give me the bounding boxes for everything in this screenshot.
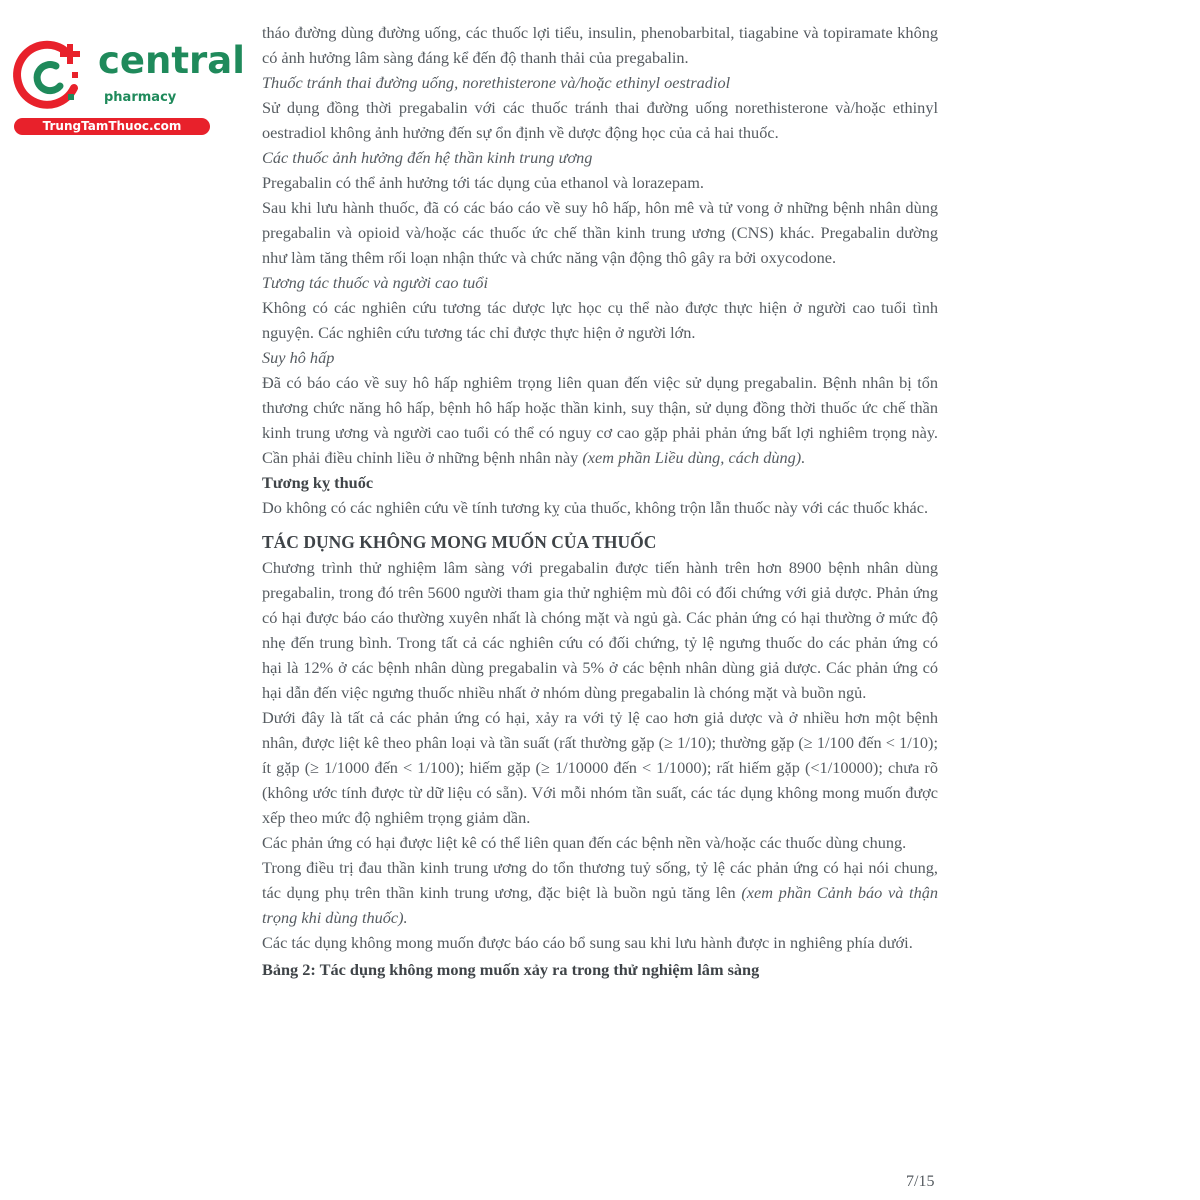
paragraph: tháo đường dùng đường uống, các thuốc lợi tiểu, insulin, phenobarbital, tiagabine và topiramate không có ảnh hưởng lâm sàng đáng kể đến độ thanh thải của pregabalin.	[262, 23, 938, 67]
document-body	[262, 20, 938, 982]
cross-reference: (xem phần Liều dùng, cách dùng).	[582, 448, 806, 467]
paragraph	[262, 370, 938, 470]
subheading-cns-drugs: Các thuốc ảnh hưởng đến hệ thần kinh trung ương	[262, 148, 593, 167]
section-heading-adverse-effects: TÁC DỤNG KHÔNG MONG MUỐN CỦA THUỐC	[262, 532, 657, 552]
pharmacy-cross-icon	[12, 36, 92, 116]
paragraph: Do không có các nghiên cứu về tính tương kỵ của thuốc, không trộn lẫn thuốc này với các thuốc khác.	[262, 498, 929, 517]
page-number: 7/15	[906, 1173, 935, 1190]
logo-url-badge[interactable]: TrungTamThuoc.com	[14, 118, 210, 135]
paragraph: Sau khi lưu hành thuốc, đã có các báo cáo về suy hô hấp, hôn mê và tử vong ở những bệnh nhân dùng pregabalin và opioid và/hoặc các thuốc ức chế thần kinh trung ương (CNS) khác. Pregabalin dường như làm tăng thêm rối loạn nhận thức và chức năng vận động thô gây ra bởi oxycodone.	[262, 198, 938, 267]
subheading-respiratory: Suy hô hấp	[262, 348, 335, 367]
cross-reference: (xem phần Cảnh báo và thận trọng khi dùng thuốc).	[262, 883, 938, 927]
paragraph: Chương trình thử nghiệm lâm sàng với pregabalin được tiến hành trên hơn 8900 bệnh nhân dùng pregabalin, trong đó trên 5600 người tham gia thử nghiệm mù đôi có đối chứng với giả dược. Phản ứng có hại được báo cáo thường xuyên nhất là chóng mặt và ngủ gà. Các phản ứng có hại thường ở mức độ nhẹ đến trung bình. Trong tất cả các nghiên cứu có đối chứng, tỷ lệ ngưng thuốc do các phản ứng có hại là 12% ở các bệnh nhân dùng pregabalin và 5% ở các bệnh nhân dùng giả dược. Các phản ứng có hại dẫn đến việc ngưng thuốc nhiều nhất ở nhóm dùng pregabalin là chóng mặt và buồn ngủ.	[262, 558, 938, 702]
paragraph	[262, 855, 938, 930]
paragraph: Sử dụng đồng thời pregabalin với các thuốc tránh thai đường uống norethisterone và/hoặc ethinyl oestradiol không ảnh hưởng đến sự ổn định về dược động học của cả hai thuốc.	[262, 98, 938, 142]
paragraph: Pregabalin có thể ảnh hưởng tới tác dụng của ethanol và lorazepam.	[262, 173, 704, 192]
paragraph: Các phản ứng có hại được liệt kê có thể liên quan đến các bệnh nền và/hoặc các thuốc dùng chung.	[262, 833, 907, 852]
table-caption: Bảng 2: Tác dụng không mong muốn xảy ra trong thử nghiệm lâm sàng	[262, 960, 760, 979]
paragraph-text: Trong điều trị đau thần kinh trung ương do tổn thương tuỷ sống, tỷ lệ các phản ứng có hại nói chung, tác dụng phụ trên thần kinh trung ương, đặc biệt là buồn ngủ tăng lên	[262, 858, 938, 902]
paragraph-text: Đã có báo cáo về suy hô hấp nghiêm trọng liên quan đến việc sử dụng pregabalin. Bệnh nhân bị tổn thương chức năng hô hấp, bệnh hô hấp hoặc thần kinh, suy thận, sử dụng đồng thời thuốc ức chế thần kinh trung ương và người cao tuổi có thể có nguy cơ cao gặp phải phản ứng bất lợi nghiêm trọng này. Cần phải điều chỉnh liều ở những bệnh nhân này	[262, 373, 938, 467]
subheading-contraceptives: Thuốc tránh thai đường uống, norethisterone và/hoặc ethinyl oestradiol	[262, 73, 731, 92]
heading-incompatibilities: Tương kỵ thuốc	[262, 473, 374, 492]
logo-subtitle: pharmacy	[104, 90, 177, 105]
paragraph: Dưới đây là tất cả các phản ứng có hại, xảy ra với tỷ lệ cao hơn giả dược và ở nhiều hơn một bệnh nhân, được liệt kê theo phân loại và tần suất (rất thường gặp (≥ 1/10); thường gặp (≥ 1/100 đến < 1/10); ít gặp (≥ 1/1000 đến < 1/100); hiếm gặp (≥ 1/10000 đến < 1/1000); rất hiếm gặp (<1/10000); chưa rõ (không ước tính được từ dữ liệu có sẵn). Với mỗi nhóm tần suất, các tác dụng không mong muốn được xếp theo mức độ nghiêm trọng giảm dần.	[262, 708, 938, 827]
central-pharmacy-logo[interactable]	[12, 36, 245, 136]
subheading-elderly: Tương tác thuốc và người cao tuổi	[262, 273, 488, 292]
logo-brand-name: central	[98, 39, 245, 82]
paragraph: Không có các nghiên cứu tương tác dược lực học cụ thể nào được thực hiện ở người cao tuổi tình nguyện. Các nghiên cứu tương tác chỉ được thực hiện ở người lớn.	[262, 298, 938, 342]
paragraph: Các tác dụng không mong muốn được báo cáo bổ sung sau khi lưu hành được in nghiêng phía dưới.	[262, 933, 913, 952]
